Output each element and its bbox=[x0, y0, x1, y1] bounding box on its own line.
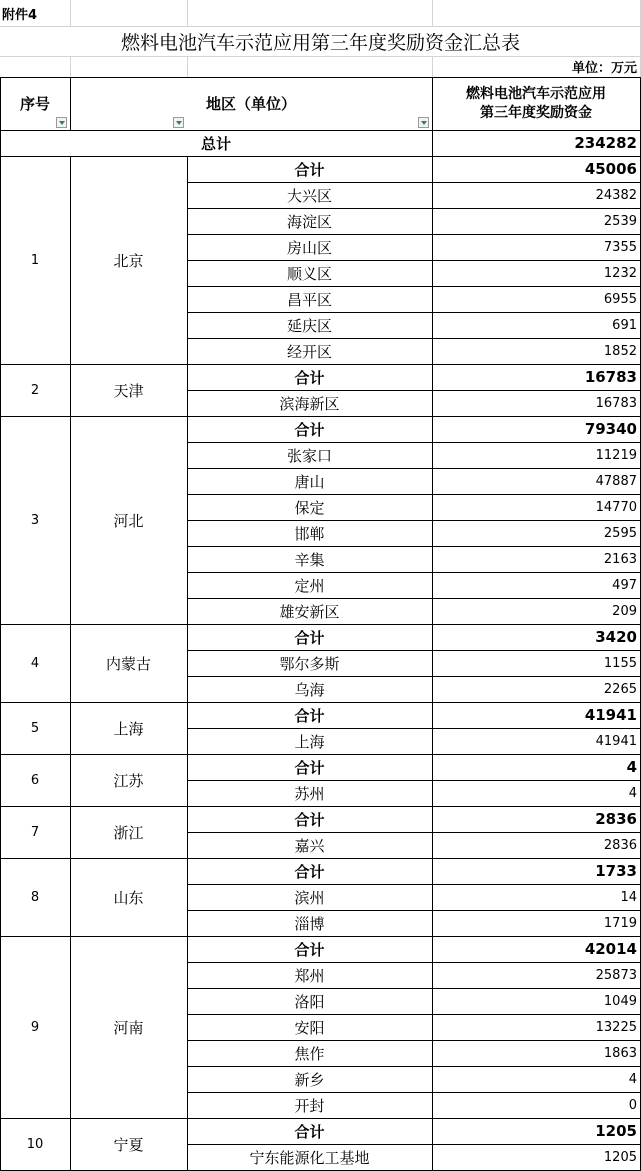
column-divider bbox=[70, 624, 71, 702]
region-seq: 4 bbox=[30, 655, 40, 671]
district-value: 691 bbox=[612, 317, 637, 333]
column-divider bbox=[187, 624, 188, 702]
filter-dropdown-amount[interactable] bbox=[418, 117, 429, 128]
subtotal-label: 合计 bbox=[294, 368, 325, 387]
column-divider bbox=[70, 806, 71, 858]
district-value: 0 bbox=[628, 1097, 637, 1113]
subtotal-value: 2836 bbox=[595, 810, 637, 828]
district-value: 41941 bbox=[595, 733, 637, 749]
subtotal-value: 3420 bbox=[595, 628, 637, 646]
district-value: 14 bbox=[620, 889, 637, 905]
column-divider bbox=[70, 416, 71, 624]
subtotal-value: 41941 bbox=[584, 706, 637, 724]
region-seq: 7 bbox=[30, 824, 40, 840]
column-divider bbox=[187, 936, 188, 1118]
column-divider bbox=[432, 806, 433, 858]
district-value: 1155 bbox=[603, 655, 637, 671]
column-divider bbox=[70, 858, 71, 936]
district-name: 海淀区 bbox=[286, 212, 332, 231]
column-divider bbox=[187, 702, 188, 754]
table-border bbox=[432, 77, 433, 156]
district-value: 4 bbox=[628, 1071, 637, 1087]
region-name: 河南 bbox=[113, 1018, 144, 1037]
district-value: 497 bbox=[612, 577, 637, 593]
column-divider bbox=[432, 1118, 433, 1170]
column-divider bbox=[187, 1118, 188, 1170]
district-name: 邯郸 bbox=[294, 524, 325, 543]
column-divider bbox=[187, 364, 188, 416]
grand-total-value: 234282 bbox=[574, 134, 637, 152]
region-seq: 9 bbox=[30, 1019, 40, 1035]
district-name: 嘉兴 bbox=[294, 836, 325, 855]
district-value: 7355 bbox=[603, 239, 637, 255]
column-divider bbox=[187, 858, 188, 936]
district-name: 滨海新区 bbox=[279, 394, 340, 413]
subtotal-value: 4 bbox=[626, 758, 637, 776]
region-name: 浙江 bbox=[113, 823, 144, 842]
district-name: 昌平区 bbox=[286, 290, 332, 309]
district-value: 1852 bbox=[603, 343, 637, 359]
table-border-top bbox=[0, 77, 641, 78]
region-name: 山东 bbox=[113, 888, 144, 907]
region-seq: 8 bbox=[30, 889, 40, 905]
column-header-amount bbox=[432, 77, 640, 130]
district-name: 淄博 bbox=[294, 914, 325, 933]
subtotal-value: 16783 bbox=[584, 368, 637, 386]
unit-note: 单位：万元 bbox=[571, 61, 637, 76]
district-value: 2595 bbox=[603, 525, 637, 541]
column-divider bbox=[432, 624, 433, 702]
column-divider bbox=[432, 702, 433, 754]
district-value: 16783 bbox=[595, 395, 637, 411]
subtotal-label: 合计 bbox=[294, 420, 325, 439]
district-value: 2163 bbox=[603, 551, 637, 567]
region-name: 上海 bbox=[113, 719, 144, 738]
district-value: 4 bbox=[628, 785, 637, 801]
table-border bbox=[0, 130, 641, 131]
region-name: 北京 bbox=[113, 251, 144, 270]
district-name: 洛阳 bbox=[294, 992, 325, 1011]
column-divider bbox=[187, 754, 188, 806]
district-value: 2539 bbox=[603, 213, 637, 229]
region-name: 江苏 bbox=[113, 771, 144, 790]
column-divider bbox=[432, 754, 433, 806]
table-border-left bbox=[0, 77, 1, 1171]
district-name: 新乡 bbox=[294, 1070, 325, 1089]
subtotal-label: 合计 bbox=[294, 758, 325, 777]
column-divider bbox=[70, 702, 71, 754]
district-name: 延庆区 bbox=[286, 316, 332, 335]
column-divider bbox=[70, 936, 71, 1118]
column-header-amount-line: 第三年度奖励资金 bbox=[480, 104, 592, 121]
region-name: 宁夏 bbox=[113, 1135, 144, 1154]
gridline-v bbox=[187, 56, 188, 77]
column-divider bbox=[432, 364, 433, 416]
region-seq: 5 bbox=[30, 720, 40, 736]
district-name: 安阳 bbox=[294, 1018, 325, 1037]
region-name: 内蒙古 bbox=[105, 654, 151, 673]
district-value: 2836 bbox=[603, 837, 637, 853]
grand-total-label: 总计 bbox=[200, 134, 231, 153]
district-name: 张家口 bbox=[286, 446, 332, 465]
district-value: 13225 bbox=[595, 1019, 637, 1035]
subtotal-value: 79340 bbox=[584, 420, 637, 438]
district-name: 唐山 bbox=[294, 472, 325, 491]
district-name: 保定 bbox=[294, 498, 325, 517]
district-name: 大兴区 bbox=[286, 186, 332, 205]
region-seq: 10 bbox=[26, 1136, 44, 1152]
gridline-v bbox=[70, 56, 71, 77]
district-value: 25873 bbox=[595, 967, 637, 983]
gridline-v bbox=[187, 0, 188, 26]
region-name: 河北 bbox=[113, 511, 144, 530]
district-name: 雄安新区 bbox=[279, 602, 340, 621]
filter-dropdown-seq[interactable] bbox=[56, 117, 67, 128]
district-name: 定州 bbox=[294, 576, 325, 595]
table-border bbox=[70, 77, 71, 130]
district-name: 辛集 bbox=[294, 550, 325, 569]
district-name: 房山区 bbox=[286, 238, 332, 257]
district-name: 开封 bbox=[294, 1096, 325, 1115]
district-value: 1232 bbox=[603, 265, 637, 281]
column-divider bbox=[70, 156, 71, 364]
district-name: 乌海 bbox=[294, 680, 325, 699]
district-name: 鄂尔多斯 bbox=[279, 654, 340, 673]
page-title: 燃料电池汽车示范应用第三年度奖励资金汇总表 bbox=[120, 31, 520, 54]
district-value: 14770 bbox=[595, 499, 637, 515]
subtotal-value: 42014 bbox=[584, 940, 637, 958]
column-divider bbox=[187, 156, 188, 364]
column-divider bbox=[187, 416, 188, 624]
region-seq: 1 bbox=[30, 252, 40, 268]
district-name: 上海 bbox=[294, 732, 325, 751]
column-header-amount-line: 燃料电池汽车示范应用 bbox=[466, 85, 606, 102]
column-header-region: 地区（单位） bbox=[205, 95, 296, 113]
subtotal-label: 合计 bbox=[294, 1122, 325, 1141]
district-name: 郑州 bbox=[294, 966, 325, 985]
column-divider bbox=[432, 416, 433, 624]
district-name: 滨州 bbox=[294, 888, 325, 907]
district-value: 47887 bbox=[595, 473, 637, 489]
subtotal-label: 合计 bbox=[294, 862, 325, 881]
subtotal-label: 合计 bbox=[294, 160, 325, 179]
district-name: 经开区 bbox=[286, 342, 332, 361]
district-value: 6955 bbox=[603, 291, 637, 307]
district-name: 宁东能源化工基地 bbox=[249, 1148, 370, 1167]
district-value: 2265 bbox=[603, 681, 637, 697]
district-name: 苏州 bbox=[294, 784, 325, 803]
column-divider bbox=[432, 858, 433, 936]
column-divider bbox=[70, 754, 71, 806]
subtotal-label: 合计 bbox=[294, 628, 325, 647]
subtotal-value: 45006 bbox=[584, 160, 637, 178]
subtotal-value: 1205 bbox=[595, 1122, 637, 1140]
subtotal-label: 合计 bbox=[294, 810, 325, 829]
region-seq: 6 bbox=[30, 772, 40, 788]
district-name: 焦作 bbox=[294, 1044, 325, 1063]
district-value: 1049 bbox=[603, 993, 637, 1009]
column-divider bbox=[432, 936, 433, 1118]
attachment-label: 附件4 bbox=[2, 7, 38, 23]
region-name: 天津 bbox=[113, 381, 144, 400]
district-value: 24382 bbox=[595, 187, 637, 203]
district-value: 209 bbox=[612, 603, 637, 619]
filter-dropdown-region[interactable] bbox=[173, 117, 184, 128]
column-divider bbox=[432, 156, 433, 364]
district-value: 1719 bbox=[603, 915, 637, 931]
column-divider bbox=[70, 364, 71, 416]
district-value: 1205 bbox=[603, 1149, 637, 1165]
gridline-v bbox=[432, 0, 433, 26]
subtotal-label: 合计 bbox=[294, 940, 325, 959]
region-seq: 2 bbox=[30, 382, 40, 398]
district-value: 11219 bbox=[595, 447, 637, 463]
subtotal-value: 1733 bbox=[595, 862, 637, 880]
column-divider bbox=[187, 806, 188, 858]
gridline-v bbox=[70, 0, 71, 26]
region-seq: 3 bbox=[30, 512, 40, 528]
column-divider bbox=[70, 1118, 71, 1170]
subtotal-label: 合计 bbox=[294, 706, 325, 725]
district-name: 顺义区 bbox=[286, 264, 332, 283]
district-value: 1863 bbox=[603, 1045, 637, 1061]
column-header-seq: 序号 bbox=[19, 95, 50, 113]
